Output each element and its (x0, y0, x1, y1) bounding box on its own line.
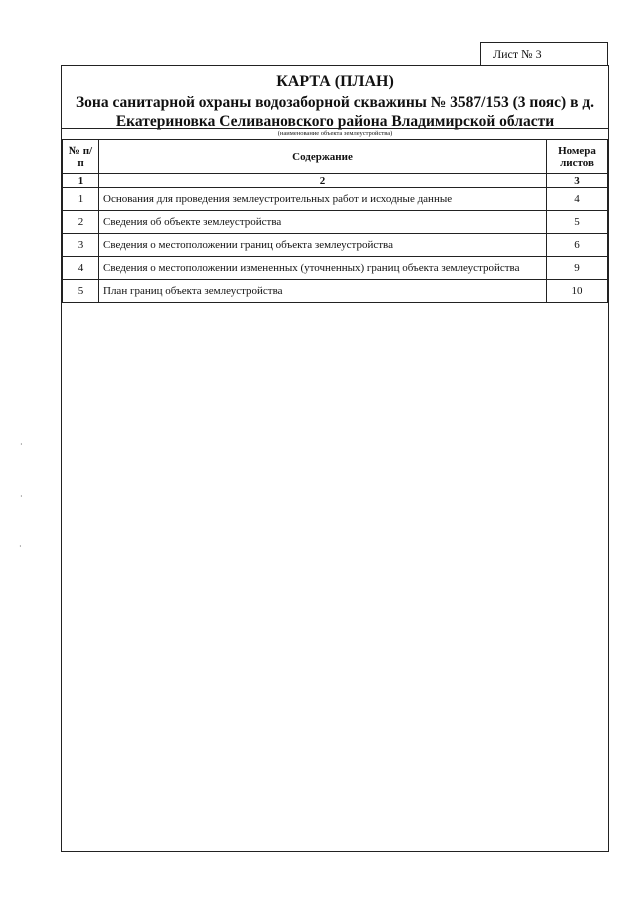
table-header-row (63, 140, 608, 174)
row-pages: 5 (547, 211, 608, 234)
table-row (63, 257, 608, 280)
row-content: Основания для проведения землеустроительных работ и исходные данные (99, 188, 547, 211)
scan-speck: · (19, 542, 22, 551)
sheet-number-label: Лист № 3 (493, 47, 542, 61)
row-content: План границ объекта землеустройства (99, 280, 547, 303)
header-content: Содержание (99, 140, 547, 174)
row-content: Сведения о местоположении измененных (уточненных) границ объекта землеустройства (99, 257, 547, 280)
row-num: 3 (63, 234, 99, 257)
index-cell: 1 (63, 174, 99, 188)
row-content: Сведения об объекте землеустройства (99, 211, 547, 234)
row-content: Сведения о местоположении границ объекта землеустройства (99, 234, 547, 257)
table-index-row (63, 174, 608, 188)
document-frame (61, 65, 609, 852)
table-row (63, 188, 608, 211)
index-cell: 3 (547, 174, 608, 188)
row-pages: 6 (547, 234, 608, 257)
scan-speck: · (20, 440, 23, 449)
contents-table (62, 139, 608, 303)
sheet-number-box (480, 42, 608, 66)
table-row (63, 211, 608, 234)
row-num: 5 (63, 280, 99, 303)
row-num: 1 (63, 188, 99, 211)
document-subtitle-line2: Екатериновка Селивановского района Владимирской области (115, 113, 555, 130)
header-pages: Номера листов (547, 140, 608, 174)
index-cell: 2 (99, 174, 547, 188)
header-num: № п/п (63, 140, 99, 174)
table-row (63, 234, 608, 257)
row-num: 2 (63, 211, 99, 234)
table-row (63, 280, 608, 303)
scan-speck: · (20, 492, 23, 501)
document-subtitle-line1: Зона санитарной охраны водозаборной скважины № 3587/153 (3 пояс) в д. (75, 94, 595, 111)
object-caption: (наименование объекта землеустройства) (62, 128, 608, 138)
row-num: 4 (63, 257, 99, 280)
document-title: КАРТА (ПЛАН) (276, 73, 394, 90)
document-header (62, 66, 608, 140)
row-pages: 4 (547, 188, 608, 211)
row-pages: 9 (547, 257, 608, 280)
row-pages: 10 (547, 280, 608, 303)
